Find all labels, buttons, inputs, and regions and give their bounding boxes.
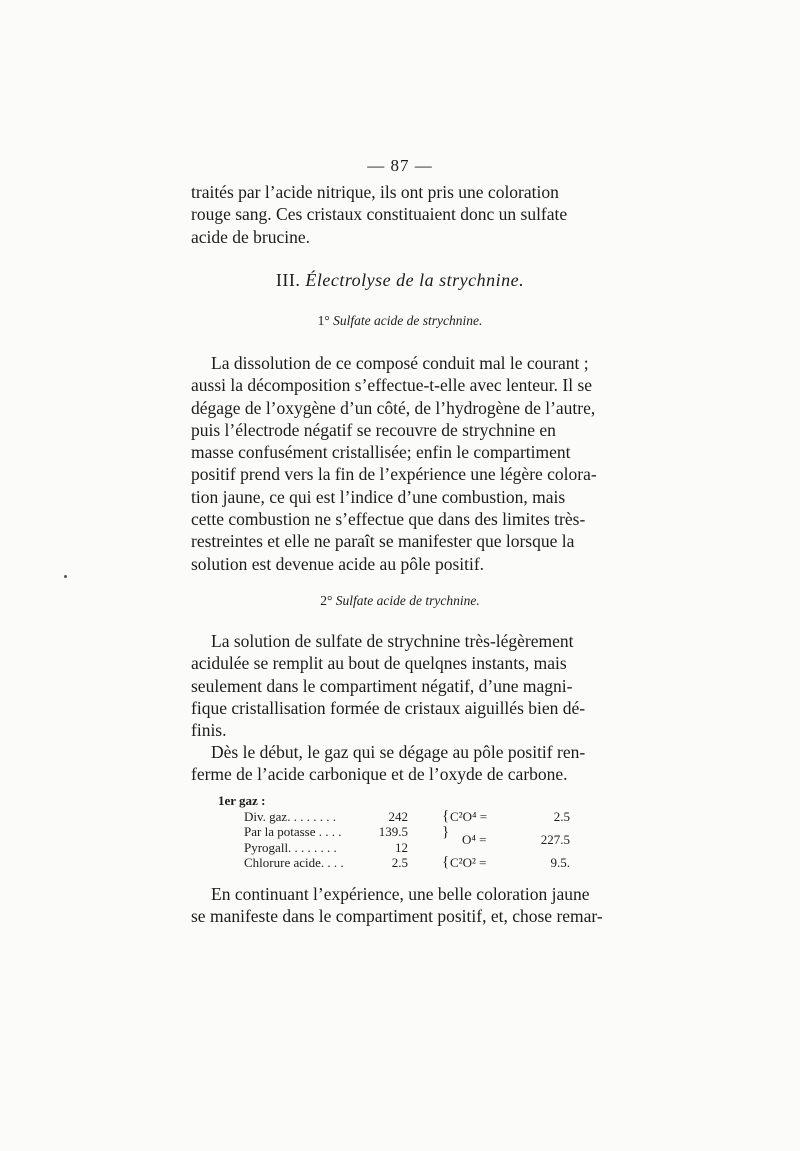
text-line: La dissolution de ce composé conduit mal le courant ; [211, 353, 589, 373]
section-numeral: III. [275, 270, 301, 290]
text-line: restreintes et elle ne paraît se manifester que lorsque la [191, 531, 575, 552]
text-line: Dès le début, le gaz qui se dégage au pôle positif ren- [211, 742, 586, 762]
subsection-number: 1° [317, 313, 330, 328]
result-value: 2.5 [553, 808, 570, 824]
result-value: 9.5. [550, 855, 570, 870]
paragraph-3 [191, 741, 615, 786]
brace-icon: { [442, 853, 450, 870]
subsection-heading-1 [0, 313, 800, 329]
text-line: fique cristallisation formée de cristaux aiguillés bien dé- [191, 697, 586, 718]
section-title: Électrolyse de la strychnine. [305, 270, 525, 290]
text-line: rouge sang. Ces cristaux constituaient donc un sulfate [191, 204, 568, 225]
row-value: 12 [395, 839, 408, 855]
row-label: Pyrogall. . . . . . . . [244, 839, 337, 855]
text-line: finis. [191, 720, 227, 741]
text-line: ferme de l’acide carbonique et de l’oxyde de carbone. [191, 764, 568, 785]
row-label: Par la potasse . . . . [244, 824, 342, 839]
row-value: 2.5 [391, 855, 408, 870]
result-value: 227.5 [540, 831, 570, 847]
page-number: — 87 — [367, 156, 433, 175]
paragraph-4 [191, 883, 615, 928]
text-line: solution est devenue acide au pôle positif. [191, 553, 485, 574]
row-label: Div. gaz. . . . . . . . [244, 808, 336, 824]
subsection-title: Sulfate acide de strychnine. [333, 313, 483, 328]
paragraph-1 [191, 352, 615, 575]
result-formula: C²O⁴ = [450, 808, 488, 824]
text-line: acidulée se remplit au bout de quelqnes instants, mais [191, 653, 567, 674]
text-line: puis l’électrode négatif se recouvre de strychnine en [191, 419, 556, 440]
brace-icon: } [442, 823, 450, 840]
result-formula: C²O² = [450, 855, 487, 870]
section-heading [0, 270, 800, 291]
paper-speck [64, 575, 67, 578]
text-line: acide de brucine. [191, 226, 311, 247]
text-line: La solution de sulfate de strychnine très-légèrement [211, 631, 574, 651]
gas-table-title: 1er gaz : [218, 793, 266, 808]
intro-paragraph [191, 181, 615, 248]
text-line: traités par l’acide nitrique, ils ont pris une coloration [191, 182, 559, 202]
text-line: dégage de l’oxygène d’un côté, de l’hydrogène de l’autre, [191, 397, 596, 418]
row-label: Chlorure acide. . . . [244, 855, 344, 870]
row-value: 242 [388, 808, 408, 824]
text-line: masse confusément cristallisée; enfin le compartiment [191, 442, 571, 463]
text-line: En continuant l’expérience, une belle coloration jaune [211, 884, 590, 904]
subsection-number: 2° [320, 593, 333, 608]
text-line: seulement dans le compartiment négatif, d’une magni- [191, 675, 573, 696]
row-value: 139.5 [378, 824, 408, 839]
text-line: tion jaune, ce qui est l’indice d’une combustion, mais [191, 486, 566, 507]
subsection-title: Sulfate acide de trychnine. [335, 593, 480, 608]
text-line: aussi la décomposition s’effectue-t-elle avec lenteur. Il se [191, 375, 593, 396]
paragraph-2 [191, 630, 615, 741]
gas-analysis-table [218, 793, 618, 873]
brace-icon: { [442, 807, 450, 824]
result-formula: O⁴ = [462, 831, 487, 847]
text-line: se manifeste dans le compartiment positif, et, chose remar- [191, 906, 603, 927]
text-line: positif prend vers la fin de l’expérience une légère colora- [191, 464, 597, 485]
subsection-heading-2 [0, 593, 800, 609]
text-line: cette combustion ne s’effectue que dans des limites très- [191, 509, 586, 530]
